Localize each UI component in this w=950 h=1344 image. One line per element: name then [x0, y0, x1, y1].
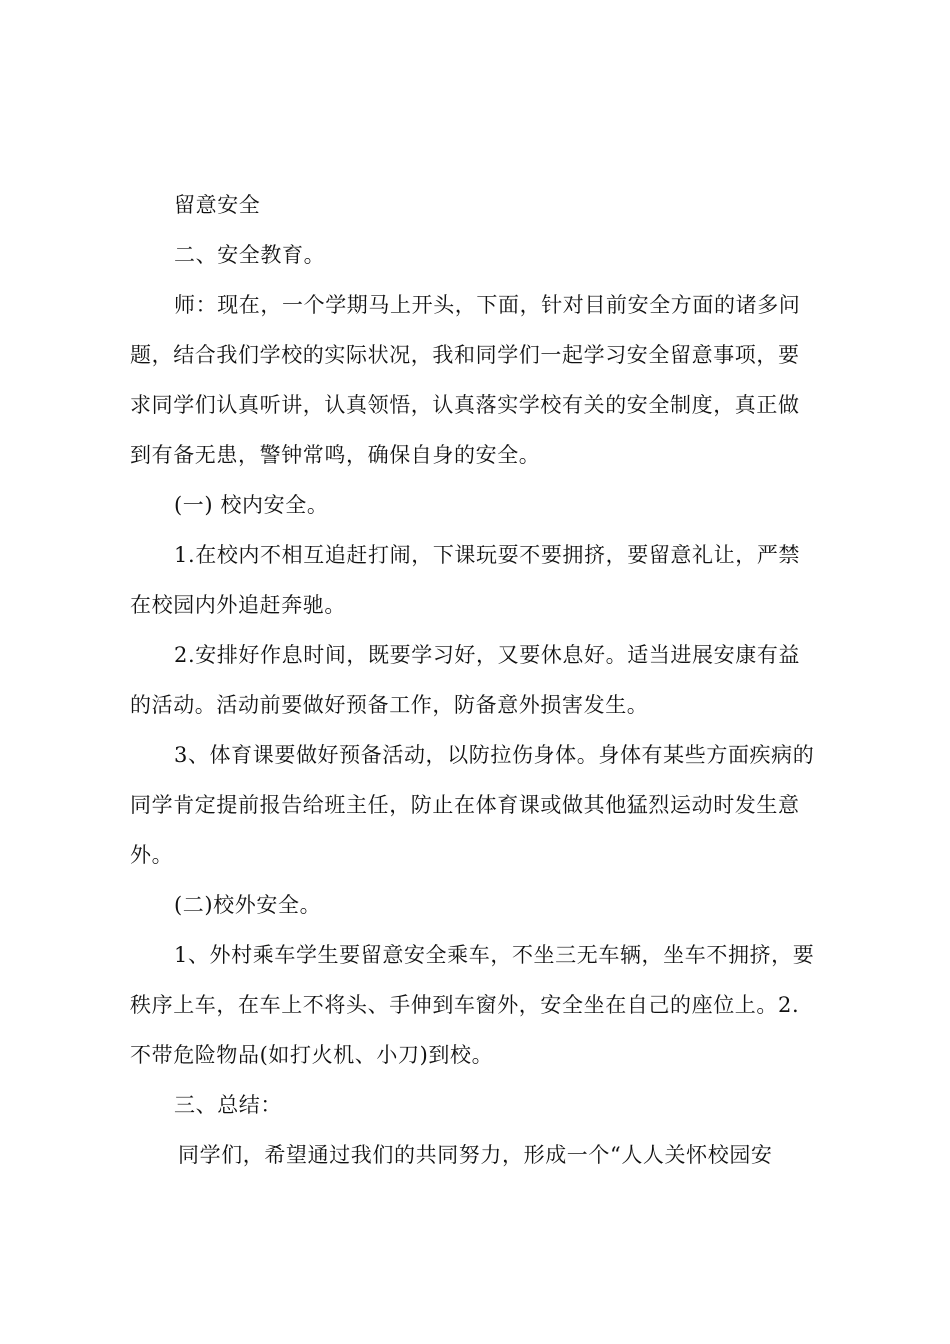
text-line: 3、体育课要做好预备活动，以防拉伤身体。身体有某些方面疾病的	[174, 743, 815, 767]
text-line: 1.在校内不相互追赶打闹，下课玩耍不要拥挤，要留意礼让，严禁	[174, 543, 801, 567]
text-line: 在校园内外追赶奔驰。	[130, 593, 346, 617]
text-line: 同学们，希望通过我们的共同努力，形成一个“人人关怀校园安	[178, 1143, 773, 1167]
text-line: 师：现在，一个学期马上开头，下面，针对目前安全方面的诸多问	[174, 293, 801, 317]
text-line: 外。	[130, 843, 174, 867]
section-heading: 二、安全教育。	[174, 243, 326, 267]
text-line: 的活动。活动前要做好预备工作，防备意外损害发生。	[130, 693, 649, 717]
text-line: 1、外村乘车学生要留意安全乘车，不坐三无车辆，坐车不拥挤，要	[174, 943, 815, 967]
text-line: 不带危险物品(如打火机、小刀)到校。	[130, 1043, 494, 1067]
text-line: 题，结合我们学校的实际状况，我和同学们一起学习安全留意事项，要	[130, 343, 800, 367]
section-heading: 三、总结：	[174, 1093, 282, 1117]
subsection-heading: (二)校外安全。	[174, 893, 322, 917]
text-line: 同学肯定提前报告给班主任，防止在体育课或做其他猛烈运动时发生意	[130, 793, 800, 817]
text-line: 到有备无患，警钟常鸣，确保自身的安全。	[130, 443, 541, 467]
text-line: 留意安全	[174, 193, 261, 217]
subsection-heading: (一) 校内安全。	[174, 493, 329, 517]
text-line: 秩序上车，在车上不将头、手伸到车窗外，安全坐在自己的座位上。2.	[130, 993, 800, 1017]
text-line: 求同学们认真听讲，认真领悟，认真落实学校有关的安全制度，真正做	[130, 393, 800, 417]
text-line: 2.安排好作息时间，既要学习好，又要休息好。适当进展安康有益	[174, 643, 801, 667]
